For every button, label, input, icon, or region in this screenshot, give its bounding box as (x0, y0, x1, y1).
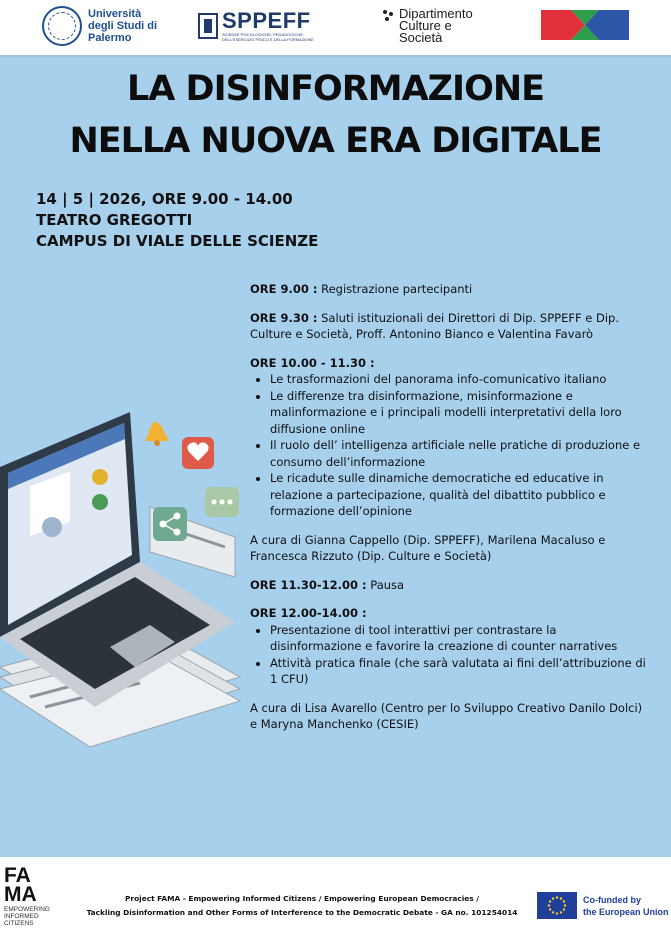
eu-line1: Co-funded by (583, 894, 641, 905)
curated-by-1: A cura di Gianna Cappello (Dip. SPPEFF), Marilena Macaluso e Francesca Rizzuto (Dip. Culture e Società) (250, 532, 606, 563)
unipa-seal-icon (42, 6, 82, 46)
session-text: Registrazione partecipanti (317, 282, 473, 296)
eu-flag-icon (537, 892, 577, 919)
dip-line2: Culture e (399, 18, 452, 33)
poster-body (0, 57, 671, 857)
session-time: ORE 9.00 : (250, 282, 318, 296)
event-campus: CAMPUS DI VIALE DELLE SCIENZE (36, 232, 319, 250)
dots-icon (383, 10, 395, 22)
event-venue: TEATRO GREGOTTI (36, 211, 193, 229)
sppeff-logo (198, 10, 322, 42)
dip-line1: Dipartimento (399, 6, 473, 21)
session-time: ORE 9.30 : (250, 310, 318, 325)
list-item: • Il ruolo dell’ intelligenza artificiale nelle pratiche di produzione e consumo dell’informazione (270, 437, 648, 470)
footer-line2: Tackling Disinformation and Other Forms of Interference to the Democratic Debate - GA no. 101254014 (86, 908, 518, 917)
session-break (250, 577, 648, 594)
chat-icon (205, 487, 239, 517)
fama-word1: FA (4, 864, 31, 887)
session-text: Pausa (366, 577, 405, 592)
program (250, 281, 648, 745)
session-topics-list (250, 371, 648, 520)
eu-cofunded-logo (537, 892, 669, 919)
dipartimento-logo (383, 8, 473, 44)
footer (0, 858, 671, 950)
title-line1: LA DISINFORMAZIONE (126, 69, 545, 109)
laptop-newspaper-illustration (0, 377, 245, 777)
event-info (36, 189, 318, 252)
list-item: • Le trasformazioni del panorama info-comunicativo italiano (270, 371, 648, 388)
dip-line3: Società (399, 30, 443, 45)
km-logo-icon (541, 10, 629, 40)
heart-notification-icon (182, 437, 214, 469)
sppeff-mark-icon (198, 13, 218, 39)
list-item: • Presentazione di tool interattivi per contrastare la disinformazione e favorire la creazione di counter narratives (270, 622, 648, 655)
session-time: ORE 10.00 - 11.30 : (250, 355, 375, 370)
session-time: ORE 11.30-12.00 : (250, 577, 367, 592)
eu-line2: the European Union (583, 906, 669, 917)
page-title (0, 63, 671, 167)
curated-by-2: A cura di Lisa Avarello (Centro per lo Sviluppo Creativo Danilo Dolci) e Maryna Manchenko (CESIE) (250, 700, 643, 731)
share-icon (153, 507, 187, 541)
title-line2: NELLA NUOVA ERA DIGITALE (69, 121, 602, 161)
fama-logo (4, 866, 64, 946)
session-workshop-list (250, 622, 648, 688)
session-greetings (250, 310, 648, 343)
session-time: ORE 12.00-14.00 : (250, 606, 367, 620)
bell-icon (145, 422, 169, 446)
unipa-logo (42, 6, 158, 46)
list-item: • Le ricadute sulle dinamiche democratiche ed educative in relazione a partecipazione, qualità del dibattito pubblico e formazione dell’opinione (270, 470, 648, 520)
list-item: • Attività pratica finale (che sarà valutata ai fini dell’attribuzione di 1 CFU) (270, 655, 648, 688)
sppeff-subtitle: SCIENZE PSICOLOGICHE, PEDAGOGICHE, DELL'ESERCIZIO FISICO E DELLA FORMAZIONE (222, 32, 314, 42)
list-item: • Le differenze tra disinformazione, misinformazione e malinformazione e i principali modelli interpretativi della loro diffusione online (270, 388, 648, 438)
fama-word2: MA (4, 883, 37, 906)
logo-header (0, 0, 671, 57)
footer-line1: Project FAMA - Empowering Informed Citizens / Empowering European Democracies / (125, 894, 479, 903)
unipa-name: Università degli Studi di Palermo (88, 8, 158, 44)
session-registration (250, 281, 648, 298)
sppeff-name: SPPEFF (222, 8, 311, 33)
event-date: 14 | 5 | 2026, ORE 9.00 - 14.00 (36, 190, 293, 208)
footer-project-text (74, 892, 530, 920)
session-text: Saluti istituzionali dei Direttori di Dip. SPPEFF e Dip. Culture e Società, Proff. Antonino Bianco e Valentina Favarò (250, 310, 619, 341)
fama-subtitle: EMPOWERING INFORMED CITIZENS (4, 906, 50, 927)
